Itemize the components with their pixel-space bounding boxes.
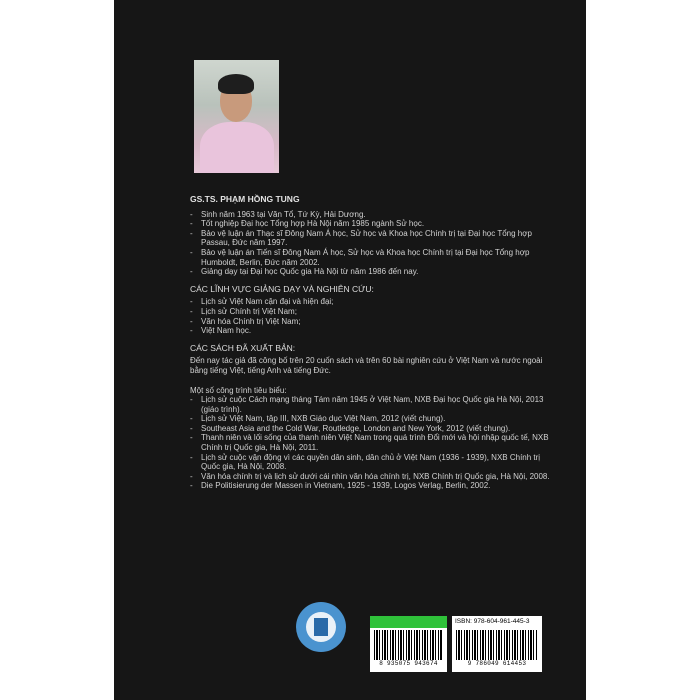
bio-item: - Sinh năm 1963 tại Văn Tổ, Tứ Kỳ, Hải Dương. [190, 210, 550, 220]
book-item: - Văn hóa chính trị và lịch sử dưới cái nhìn văn hóa chính trị, NXB Chính trị Quốc gia, Hà Nội, 2008. [190, 472, 550, 482]
author-bio-list [190, 210, 550, 277]
publisher-logo-icon [296, 602, 346, 652]
author-shirt [200, 122, 274, 173]
author-hair [218, 74, 254, 94]
field-item: - Việt Nam học. [190, 326, 550, 336]
author-photo [194, 60, 279, 173]
book-item: - Lịch sử Việt Nam, tập III, NXB Giáo dục Việt Nam, 2012 (viết chung). [190, 414, 550, 424]
price-barcode [370, 616, 447, 672]
bio-item: - Giảng dạy tại Đại học Quốc gia Hà Nội từ năm 1986 đến nay. [190, 267, 550, 277]
book-item: - Southeast Asia and the Cold War, Routledge, London and New York, 2012 (viết chung). [190, 424, 550, 434]
back-cover [114, 0, 586, 700]
books-intro: Đến nay tác giả đã công bố trên 20 cuốn sách và trên 60 bài nghiên cứu ở Việt Nam và nước ngoài bằng tiếng Việt, tiếng Anh và tiếng Đức. [190, 356, 543, 375]
book-item: - Lịch sử cuộc vận động vì các quyền dân sinh, dân chủ ở Việt Nam (1936 - 1939), NXB Chính trị Quốc gia, Hà Nội, 2008. [190, 453, 550, 472]
book-item: - Lịch sử cuộc Cách mạng tháng Tám năm 1945 ở Việt Nam, NXB Đại học Quốc gia Hà Nội, 2013 (giáo trình). [190, 395, 550, 414]
barcode-digits: 9 786049 614453 [467, 660, 527, 667]
field-item: - Lịch sử Chính trị Việt Nam; [190, 307, 550, 317]
barcode-digits: 8 935075 943674 [379, 660, 438, 667]
barcode-bars [374, 630, 443, 660]
fields-heading: CÁC LĨNH VỰC GIẢNG DẠY VÀ NGHIÊN CỨU: [190, 283, 374, 294]
author-name: GS.TS. PHẠM HỒNG TUNG [190, 194, 300, 204]
barcode-bars [456, 630, 538, 660]
fields-list [190, 297, 550, 335]
cover-text [190, 195, 550, 491]
bio-item: - Bảo vệ luận án Thạc sĩ Đông Nam Á học, Sử học và Khoa học Chính trị tại Đại học Tổng hợp Passau, Đức năm 1997. [190, 229, 550, 248]
book-item: - Thanh niên và lối sống của thanh niên Việt Nam trong quá trình Đổi mới và hội nhập quốc tế, NXB Chính trị Quốc gia, Hà Nội, 2011. [190, 433, 550, 452]
building-icon [314, 618, 328, 636]
field-item: - Lịch sử Việt Nam cận đại và hiện đại; [190, 297, 550, 307]
bio-item: - Bảo vệ luận án Tiến sĩ Đông Nam Á học, Sử học và Khoa học Chính trị tại Đại học Tổng hợp Humboldt, Berlin, Đức năm 2002. [190, 248, 550, 267]
field-item: - Văn hóa Chính trị Việt Nam; [190, 317, 550, 327]
book-item: - Die Politisierung der Massen in Vietnam, 1925 - 1939, Logos Verlag, Berlin, 2002. [190, 481, 550, 491]
notable-works-list [190, 395, 550, 491]
books-heading: CÁC SÁCH ĐÃ XUẤT BẢN: [190, 342, 296, 353]
isbn-label: ISBN: 978-604-961-445-3 [455, 618, 530, 625]
isbn-barcode [452, 616, 542, 672]
notable-works-heading: Một số công trình tiêu biểu: [190, 385, 287, 395]
bio-item: - Tốt nghiệp Đại học Tổng hợp Hà Nội năm 1985 ngành Sử học. [190, 219, 550, 229]
price-tag [370, 616, 447, 628]
